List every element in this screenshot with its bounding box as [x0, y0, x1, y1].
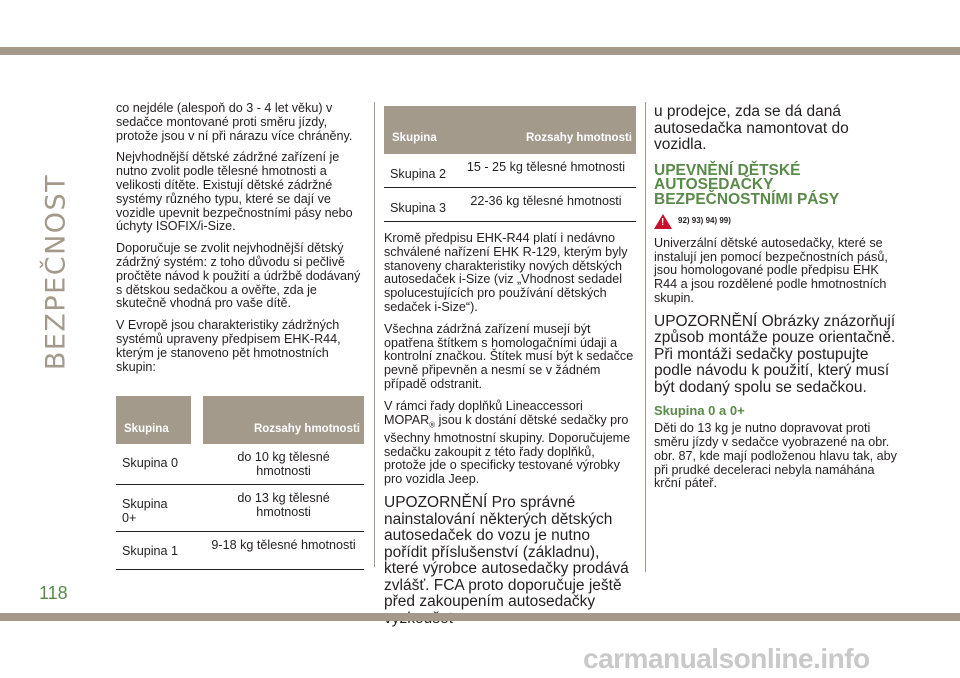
weight-groups-table	[384, 106, 636, 222]
table-row	[116, 485, 364, 532]
group-cell: Skupina 1	[116, 532, 191, 570]
top-decorative-bar	[0, 47, 960, 55]
warning-note: UPOZORNĚNÍ Pro správné nainstalování některých dětských autosedaček do vozu je nutno pořídit příslušenství (základnu), které výrobce autosedačky prodává zvlášť. FCA proto doporučuje ještě před zakoupením autosedačky	[384, 494, 629, 611]
table-row	[384, 154, 636, 188]
group-cell: Skupina 0	[116, 444, 191, 485]
reference-numbers: 92) 93) 94) 99)	[678, 216, 731, 226]
column-2	[384, 106, 636, 635]
paragraph: Všechna zádržná zařízení musejí být opatřena štítkem s homologačními údaji a kontrolní značkou. Štítek musí být k sedačce pevně připevněn a nesmí se v žádném případě odstranit.	[384, 321, 634, 391]
column-divider	[645, 102, 646, 572]
group-cell: Skupina 2	[384, 154, 456, 188]
range-cell: 15 - 25 kg tělesné hmotnosti	[456, 154, 636, 188]
paragraph: V Evropě jsou charakteristiky zádržných systémů upraveny předpisem EHK-R44, kterým je stanoveno pět hmotnostních skupin:	[116, 318, 341, 374]
paragraph-text: jsou k dostání dětské sedačky pro všechny hmotnostní skupiny. Doporučujeme sedačku zakoupit z této řady doplňků, protože jde o specificky testované výrobky pro vozidla Jeep.	[384, 412, 631, 487]
table-row	[116, 444, 364, 485]
paragraph: u prodejce, zda se dá daná autosedačka namontovat do vozidla.	[654, 103, 849, 153]
range-cell: do 13 kg tělesné hmotnosti	[203, 485, 364, 532]
registered-mark: ®	[429, 420, 436, 430]
section-label: BEZPEČNOST	[40, 173, 72, 371]
column-header-group: Skupina	[384, 106, 456, 154]
column-header-group: Skupina	[116, 396, 191, 444]
weight-groups-table	[116, 396, 364, 570]
warning-triangle-icon	[654, 214, 672, 229]
paragraph: Doporučuje se zvolit nejvhodnější dětský zádržný systém: z toho důvodu si pečlivě pročtěte návod k použití a údržbě dodávaný s dětskou sedačkou a ověřte, zda je skutečně vhodná pro vaše dítě.	[116, 241, 361, 311]
group-cell: Skupina 3	[384, 188, 456, 222]
range-cell: 22-36 kg tělesné hmotnosti	[456, 188, 636, 222]
watermark: carmanualsonline.info	[583, 643, 870, 674]
table-row	[384, 188, 636, 222]
warning-references	[654, 214, 904, 229]
table-header-row	[384, 106, 636, 154]
table-row	[116, 532, 364, 570]
paragraph-text: V rámci řady doplňků Lineaccessori MOPAR	[384, 398, 583, 427]
paragraph: Děti do 13 kg je nutno dopravovat proti směru jízdy v sedačce vyobrazené na obr. obr. 87, kde mají podloženou hlavu tak, aby při prudké deceleraci nebyla namáhána krční páteř.	[654, 421, 897, 491]
column-divider	[374, 102, 375, 567]
column-3	[654, 104, 904, 499]
paragraph: Kromě předpisu EHK-R44 platí i nedávno schválené nařízení EHK R-129, kterým byly stanoveny charakteristiky nových dětských autosedaček i-Size (viz „Vhodnost sedadel spolucestujících pro používání dětských sedaček i-Size“).	[384, 231, 628, 314]
range-cell: 9-18 kg tělesné hmotnosti	[203, 532, 364, 570]
bottom-decorative-bar	[0, 613, 960, 621]
column-header-range: Rozsahy hmotnosti	[456, 106, 636, 154]
column-header-range: Rozsahy hmotnosti	[203, 396, 364, 444]
warning-note: UPOZORNĚNÍ Obrázky znázorňují způsob montáže pouze orientačně. Při montáži sedačky postupujte podle návodu k použití, který musí být dodaný spolu se sedačkou.	[654, 312, 896, 396]
column-1	[116, 102, 364, 570]
paragraph: Nejvhodnější dětské zádržné zařízení je nutno zvolit podle tělesné hmotnosti a velikosti dítěte. Existují dětské zádržné systémy různého typu, které se dají ve vozidle upevnit bezpečnostními pásy nebo úchyty ISOFIX/i-Size.	[116, 150, 353, 234]
page-number: 118	[39, 583, 68, 603]
subsection-heading: Skupina 0 a 0+	[654, 403, 745, 419]
range-cell: do 10 kg tělesné hmotnosti	[203, 444, 364, 485]
table-header-row	[116, 396, 364, 444]
paragraph: co nejdéle (alespoň do 3 - 4 let věku) v sedačce montované proti směru jízdy, protože jsou v ní při nárazu více chráněny.	[116, 101, 353, 143]
paragraph: Univerzální dětské autosedačky, které se instalují jen pomocí bezpečnostních pásů, jsou homologované podle předpisu EHK R44 a jsou rozdělené podle hmotnostních skupin.	[654, 235, 888, 306]
paragraph	[384, 400, 636, 487]
group-cell: Skupina 0+	[116, 485, 191, 532]
section-heading: UPEVNĚNÍ DĚTSKÉ AUTOSEDAČKY BEZPEČNOSTNÍMI PÁSY	[654, 161, 840, 209]
